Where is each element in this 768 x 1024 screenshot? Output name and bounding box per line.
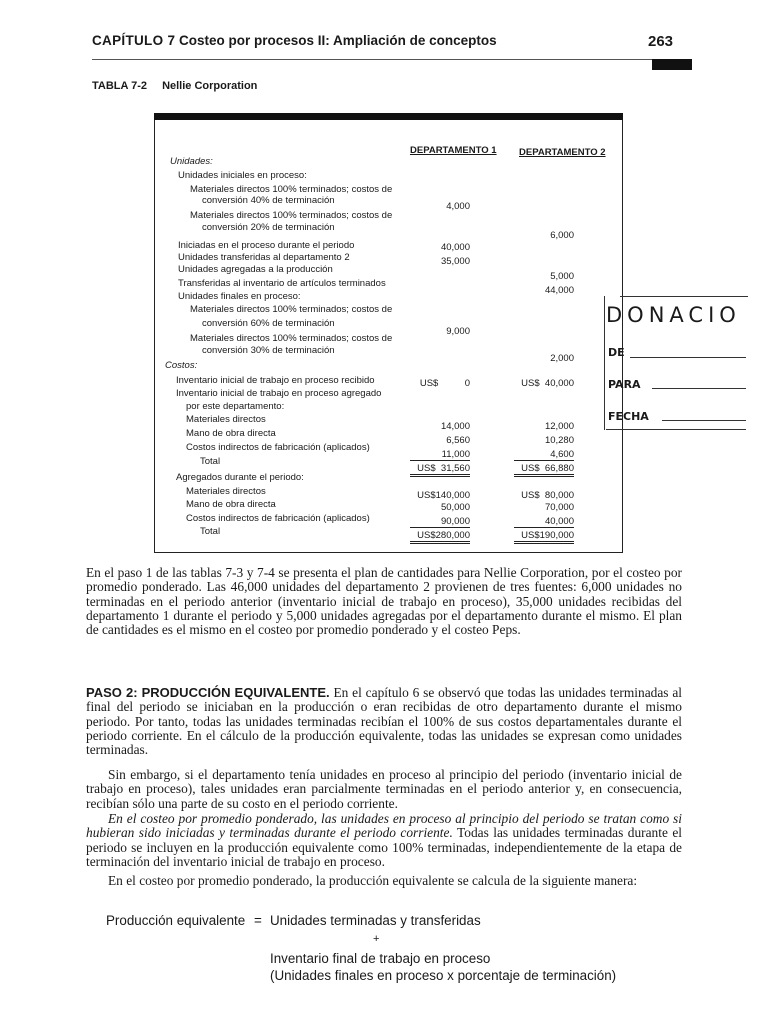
table-cell-dept1: US$140,000 [417, 490, 470, 501]
table-row-label: conversión 40% de terminación [202, 195, 335, 206]
header-rule [92, 59, 692, 60]
table-cell-dept2: 44,000 [544, 285, 574, 296]
table-row-label: Materiales directos 100% terminados; costos de [190, 184, 393, 195]
table-row-label: Unidades finales en proceso: [178, 291, 301, 302]
table-cell-dept2: US$ 66,880 [514, 463, 574, 477]
table-cell-dept1: 6,560 [446, 435, 470, 446]
stamp-left-line [604, 296, 605, 430]
table-row-label: Total [200, 526, 221, 537]
table-row-label: conversión 30% de terminación [202, 345, 335, 356]
page-number: 263 [648, 33, 674, 50]
table-row-label: Inventario inicial de trabajo en proceso recibido [176, 375, 375, 386]
stamp-line-para [652, 388, 746, 389]
table-row-label: Mano de obra directa [186, 499, 276, 510]
table-cell-dept2: 4,600 [514, 449, 574, 461]
table-cell-dept1: 40,000 [440, 242, 470, 253]
table-row-label: Materiales directos 100% terminados; costos de [190, 304, 393, 315]
table-row-label: Iniciadas en el proceso durante el periodo [178, 240, 355, 251]
table-label: TABLA 7-2 [92, 80, 147, 92]
table-name: Nellie Corporation [162, 80, 258, 92]
table-cell-dept2: 40,000 [514, 516, 574, 528]
table-cell-dept1: US$280,000 [410, 530, 470, 544]
formula-plus: + [373, 933, 380, 945]
table-cell-dept2: 12,000 [544, 421, 574, 432]
stamp-label-fecha: FECHA [608, 410, 649, 423]
table-row-label: Materiales directos [186, 486, 266, 497]
table-row-label: Unidades iniciales en proceso: [178, 170, 307, 181]
formula-equals: = [254, 913, 262, 928]
table-row-label: Unidades: [170, 156, 213, 167]
table-row-label: conversión 20% de terminación [202, 222, 335, 233]
formula-term-1: Unidades terminadas y transferidas [270, 913, 481, 928]
formula-term-2: Inventario final de trabajo en proceso [270, 951, 491, 966]
paragraph-4-italic: En el costeo por promedio ponderado, las unidades en proceso al principio del periodo se tratan como si hubieran sido iniciadas y terminadas durante el periodo corriente. [86, 811, 682, 841]
table-cell-dept1: 50,000 [440, 502, 470, 513]
table-cell-dept2: 10,280 [544, 435, 574, 446]
table-top-bar [154, 113, 623, 120]
table-row-label: Transferidas al inventario de artículos terminados [178, 278, 386, 289]
table-row-label: por este departamento: [186, 401, 285, 412]
paragraph-2-text: En el capítulo 6 se observó que todas las unidades terminadas al final del periodo se iniciaban en la producción o eran recibidas de otro departamento durante el mismo periodo. Por tanto, todas las unidades terminadas recibían el 100% de sus costos departamentales durante el periodo corriente. En el cálculo de la producción equivalente, todas las unidades se expresan como unidades terminadas. [86, 685, 682, 758]
table-row-label: Costos indirectos de fabricación (aplicados) [186, 442, 370, 453]
stamp-line-de [630, 357, 746, 358]
table-row-label: Costos indirectos de fabricación (aplicados) [186, 513, 370, 524]
table-row-label: Costos: [165, 360, 198, 371]
table-cell-dept2: 5,000 [550, 271, 574, 282]
table-cell-dept2: US$ 80,000 [521, 490, 574, 501]
running-head [92, 33, 497, 48]
table-row-label: Materiales directos 100% terminados; costos de [190, 210, 393, 221]
table-row-label: Inventario inicial de trabajo en proceso agregado [176, 388, 382, 399]
table-cell-dept2: 6,000 [550, 230, 574, 241]
paragraph-4-text: Todas las unidades terminadas durante el periodo se incluyen en la producción equivalente como 100% terminadas, independientemente de la etapa de terminación del inventario inicial de trabajo en proceso. [86, 825, 682, 869]
table-cell-dept1: US$ 31,560 [410, 463, 470, 477]
column-header-dept1: DEPARTAMENTO 1 [410, 145, 497, 156]
header-bar [652, 59, 692, 70]
table-row-label: Materiales directos [186, 414, 266, 425]
paragraph-3: Sin embargo, si el departamento tenía unidades en proceso al principio del periodo (inventario inicial de trabajo en proceso), tales unidades eran parcialmente terminadas en el periodo anterior y, en consecuencia, recibían sólo una parte de su costo en el periodo corriente. [86, 767, 682, 811]
paragraph-2-lead: PASO 2: PRODUCCIÓN EQUIVALENTE. [86, 685, 330, 700]
table-row-label: Agregados durante el periodo: [176, 472, 304, 483]
stamp-line-fecha [662, 420, 746, 421]
table-cell-dept1: US$ 0 [419, 378, 470, 389]
table-cell-dept2: 2,000 [550, 353, 574, 364]
stamp-bottom-line [606, 429, 746, 430]
table-row-label: Unidades transferidas al departamento 2 [178, 252, 350, 263]
table-cell-dept2: US$190,000 [514, 530, 574, 544]
formula-lhs: Producción equivalente [106, 913, 246, 928]
table-caption [92, 80, 257, 92]
chapter-prefix: CAPÍTULO 7 [92, 33, 176, 48]
stamp-label-para: PARA [608, 378, 641, 391]
table-cell-dept1: 14,000 [440, 421, 470, 432]
table-row-label: conversión 60% de terminación [202, 318, 335, 329]
table-cell-dept1: 4,000 [446, 201, 470, 212]
table-row-label: Unidades agregadas a la producción [178, 264, 333, 275]
table-cell-dept2: US$ 40,000 [521, 378, 574, 389]
stamp-label-de: DE [608, 346, 625, 359]
formula-term-2-detail: (Unidades finales en proceso x porcentaje de terminación) [270, 968, 617, 983]
stamp-top-line [620, 296, 748, 297]
column-header-dept2: DEPARTAMENTO 2 [519, 147, 606, 158]
table-row-label: Total [200, 456, 221, 467]
paragraph-4 [86, 812, 682, 869]
table-cell-dept2: 70,000 [544, 502, 574, 513]
paragraph-1: En el paso 1 de las tablas 7-3 y 7-4 se presenta el plan de cantidades para Nellie Corporation, por el costeo por promedio ponderado. Las 46,000 unidades del departamento 2 provienen de tres fuentes: 6,000 unidades no terminadas en el periodo anterior (inventario inicial de trabajo en proceso), 35,000 unidades recibidas del departamento 1 durante el periodo y 5,000 unidades agregadas por el departamento durante el mismo. El plan de cantidades es el mismo en el costeo por promedio ponderado y el costeo Peps. [86, 565, 682, 638]
paragraph-2 [86, 686, 682, 757]
table-cell-dept1: 35,000 [440, 256, 470, 267]
stamp-title: DONACIO [606, 303, 741, 327]
paragraph-5: En el costeo por promedio ponderado, la producción equivalente se calcula de la siguiente manera: [108, 873, 638, 888]
chapter-title: Costeo por procesos II: Ampliación de conceptos [179, 33, 497, 48]
table-row-label: Materiales directos 100% terminados; costos de [190, 333, 393, 344]
table-cell-dept1: 9,000 [446, 326, 470, 337]
table-cell-dept1: 90,000 [410, 516, 470, 528]
table-row-label: Mano de obra directa [186, 428, 276, 439]
table-cell-dept1: 11,000 [410, 449, 470, 461]
